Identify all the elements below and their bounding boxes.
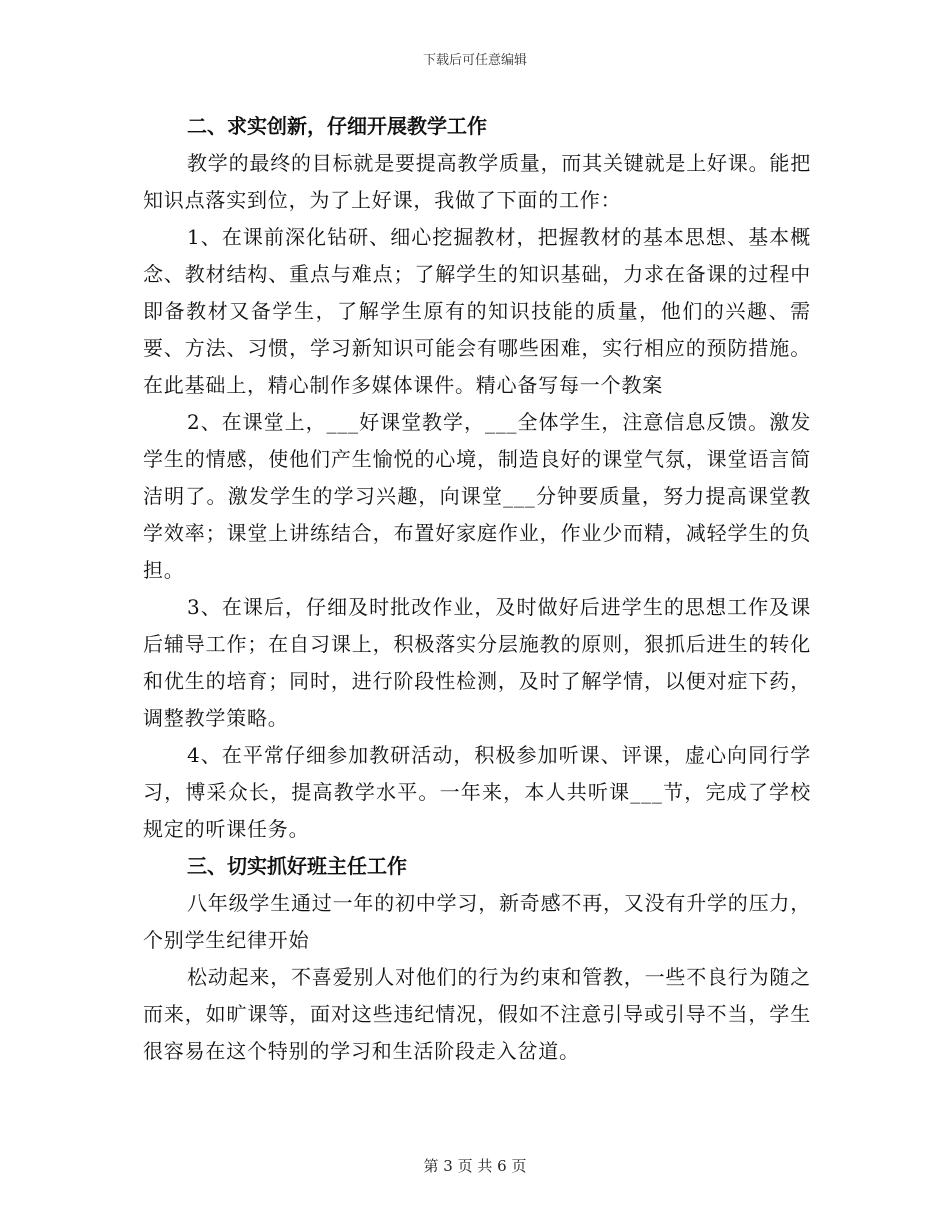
paragraph-after-class: 3、在课后，仔细及时批改作业，及时做好后进学生的思想工作及课后辅导工作；在自习课上，积极落实分层施教的原则，狠抓后进生的转化和优生的培育；同时，进行阶段性检测，及时了解学情，以便对症下药，调整教学策略。 — [143, 595, 811, 730]
page-number: 第 3 页 共 6 页 — [423, 1157, 527, 1175]
section-heading-2: 二、求实创新，仔细开展教学工作 — [187, 114, 487, 138]
paragraph-discipline: 松动起来，不喜爱别人对他们的行为约束和管教，一些不良行为随之而来，如旷课等，面对这些违纪情况，假如不注意引导或引导不当，学生很容易在这个特别的学习和生活阶段走入岔道。 — [143, 965, 811, 1063]
paragraph-in-class: 2、在课堂上，___好课堂教学，___全体学生，注意信息反馈。激发学生的情感，使他们产生愉悦的心境，制造良好的课堂气氛，课堂语言简洁明了。激发学生的学习兴趣，向课堂___分钟要质量，努力提高课堂教学效率；课堂上讲练结合，布置好家庭作业，作业少而精，减轻学生的负担。 — [143, 410, 811, 582]
document-body — [143, 108, 811, 1070]
page-header-note: 下载后可任意编辑 — [422, 53, 527, 68]
paragraph-teaching-research: 4、在平常仔细参加教研活动，积极参加听课、评课，虚心向同行学习，博采众长，提高教学水平。一年来，本人共听课___节，完成了学校规定的听课任务。 — [143, 743, 811, 841]
paragraph-grade-eight: 八年级学生通过一年的初中学习，新奇感不再，又没有升学的压力，个别学生纪律开始 — [143, 891, 811, 952]
section-heading-3: 三、切实抓好班主任工作 — [187, 854, 407, 878]
paragraph-teaching-goal: 教学的最终的目标就是要提高教学质量，而其关键就是上好课。能把知识点落实到位，为了上好课，我做了下面的工作： — [143, 151, 811, 212]
paragraph-before-class: 1、在课前深化钻研、细心挖掘教材，把握教材的基本思想、基本概念、教材结构、重点与难点；了解学生的知识基础，力求在备课的过程中即备教材又备学生，了解学生原有的知识技能的质量，他们的兴趣、需要、方法、习惯，学习新知识可能会有哪些困难，实行相应的预防措施。在此基础上，精心制作多媒体课件。精心备写每一个教案 — [143, 225, 811, 397]
